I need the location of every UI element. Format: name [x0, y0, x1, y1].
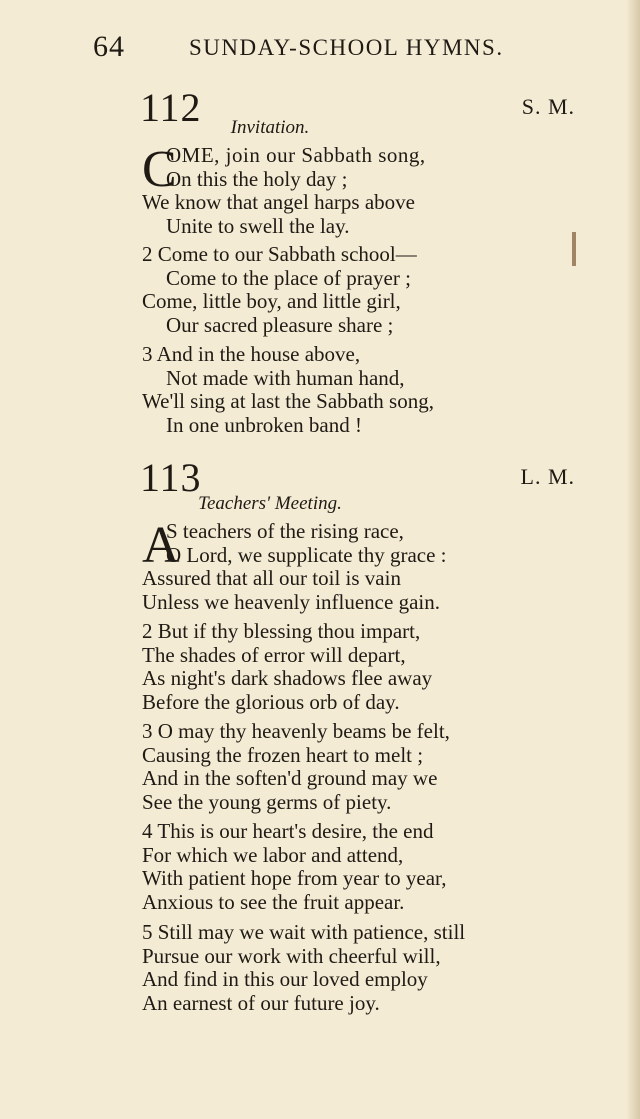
line: 2 Come to our Sabbath school— [142, 242, 417, 266]
line: We know that angel harps above [142, 190, 415, 215]
line: Before the glorious orb of day. [142, 690, 400, 715]
line: Anxious to see the fruit appear. [142, 890, 405, 915]
hymn-113-stanza-4 [142, 820, 602, 915]
hymn-113-stanza-2 [142, 620, 602, 715]
line: Assured that all our toil is vain [142, 566, 401, 591]
page-edge-shadow [626, 0, 640, 1119]
line: Causing the frozen heart to melt ; [142, 742, 424, 767]
line-text: S teachers of the rising race, [166, 519, 404, 543]
page-header [93, 30, 533, 70]
line: 3 And in the house above, [142, 342, 361, 366]
line: 3 O may thy heavenly beams be felt, [142, 719, 450, 743]
line: For which we labor and attend, [142, 842, 404, 867]
page-number: 64 [93, 30, 125, 63]
line: On this the holy day ; [166, 166, 348, 191]
line: Come to the place of prayer ; [166, 265, 411, 290]
line: See the young germs of piety. [142, 790, 392, 815]
line: Come, little boy, and little girl, [142, 289, 401, 314]
line-text: OME, join our Sabbath song, [166, 143, 426, 167]
hymn-113-title: Teachers' Meeting. [198, 493, 342, 514]
hymn-113-stanza-5 [142, 921, 602, 1016]
line: The shades of error will depart, [142, 642, 406, 667]
hymn-meter: S. M. [521, 94, 575, 119]
hymn-112-title: Invitation. [230, 117, 310, 138]
drop-cap: A [142, 517, 180, 574]
hymn-number: 113 [140, 455, 202, 500]
line: And in the soften'd ground may we [142, 766, 438, 791]
line: An earnest of our future joy. [142, 991, 380, 1016]
line: And find in this our loved employ [142, 967, 428, 992]
line: O Lord, we supplicate thy grace : [166, 542, 447, 567]
hymn-113-stanza-1 [142, 517, 602, 615]
running-title: SUNDAY-SCHOOL HYMNS. [189, 35, 504, 60]
line: In one unbroken band ! [166, 413, 362, 438]
line: We'll sing at last the Sabbath song, [142, 389, 434, 414]
line: Pursue our work with cheerful will, [142, 943, 441, 968]
hymn-112-stanza-2 [142, 243, 602, 338]
hymn-113-heading [140, 454, 575, 498]
line: 4 This is our heart's desire, the end [142, 819, 434, 843]
hymn-112-stanza-1 [142, 141, 602, 239]
line: Not made with human hand, [166, 365, 405, 390]
hymn-meter: L. M. [520, 464, 575, 489]
hymn-number: 112 [140, 85, 202, 130]
line: Unite to swell the lay. [166, 214, 350, 239]
line: Our sacred pleasure share ; [166, 313, 394, 338]
line: As night's dark shadows flee away [142, 666, 433, 691]
line: Unless we heavenly influence gain. [142, 590, 440, 615]
hymn-112-stanza-3 [142, 343, 602, 438]
line: 2 But if thy blessing thou impart, [142, 619, 421, 643]
drop-cap: C [142, 141, 177, 198]
line: With patient hope from year to year, [142, 866, 447, 891]
line: 5 Still may we wait with patience, still [142, 920, 466, 944]
hymn-113-stanza-3 [142, 720, 602, 815]
